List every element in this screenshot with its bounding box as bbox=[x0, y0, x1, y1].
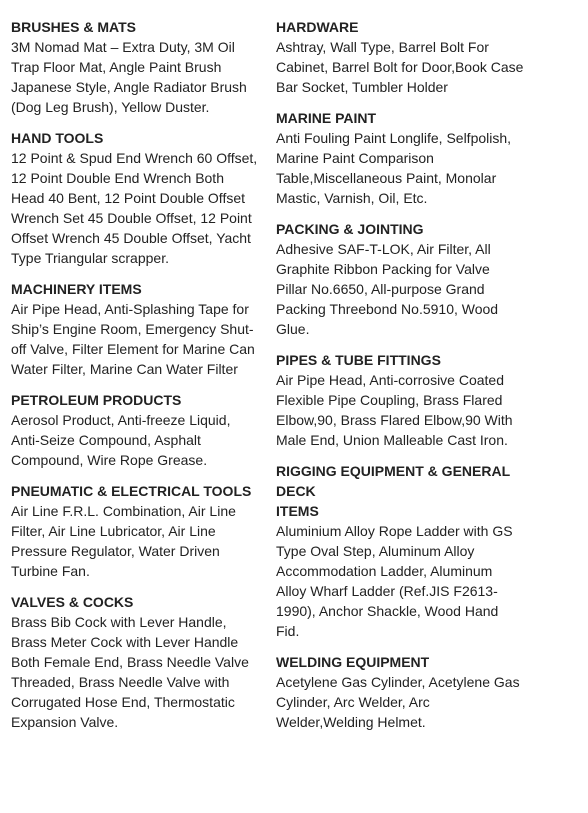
category-items: Acetylene Gas Cylinder, Acetylene Gas Cylinder, Arc Welder, Arc Welder,Welding Helmet. bbox=[276, 674, 520, 730]
category-rigging-equipment bbox=[276, 461, 524, 641]
category-items: Anti Fouling Paint Longlife, Selfpolish, Marine Paint Comparison Table,Miscellaneous Paint, Monolar Mastic, Varnish, Oil, Etc. bbox=[276, 130, 512, 206]
category-heading: HARDWARE bbox=[276, 19, 359, 35]
category-heading: HAND TOOLS bbox=[11, 130, 104, 146]
category-heading: BRUSHES & MATS bbox=[11, 19, 136, 35]
category-heading: WELDING EQUIPMENT bbox=[276, 654, 430, 670]
category-pneumatic-electrical-tools bbox=[11, 481, 259, 581]
left-column bbox=[11, 17, 259, 743]
category-heading: PNEUMATIC & ELECTRICAL TOOLS bbox=[11, 483, 252, 499]
category-valves-cocks bbox=[11, 592, 259, 732]
category-hand-tools bbox=[11, 128, 259, 268]
category-welding-equipment bbox=[276, 652, 524, 732]
category-items: Air Pipe Head, Anti-Splashing Tape for Ship’s Engine Room, Emergency Shut-off Valve, Filter Element for Marine Can Water Filter, Marine Can Water Filter bbox=[11, 301, 255, 377]
category-pipes-tube-fittings bbox=[276, 350, 524, 450]
category-heading: VALVES & COCKS bbox=[11, 594, 134, 610]
category-items: Ashtray, Wall Type, Barrel Bolt For Cabinet, Barrel Bolt for Door,Book Case Bar Socket, Tumbler Holder bbox=[276, 39, 524, 95]
category-items: Adhesive SAF-T-LOK, Air Filter, All Graphite Ribbon Packing for Valve Pillar No.6650, All-purpose Grand Packing Threebond No.5910, Wood Glue. bbox=[276, 241, 499, 337]
category-items: Aluminium Alloy Rope Ladder with GS Type Oval Step, Aluminum Alloy Accommodation Ladder, Aluminum Alloy Wharf Ladder (Ref.JIS F2613-1990), Anchor Shackle, Wood Hand Fid. bbox=[276, 523, 513, 639]
category-items: 3M Nomad Mat – Extra Duty, 3M Oil Trap Floor Mat, Angle Paint Brush Japanese Style, Angle Radiator Brush (Dog Leg Brush), Yellow Duster. bbox=[11, 39, 247, 115]
category-heading-continued: ITEMS bbox=[276, 503, 319, 519]
category-heading: PIPES & TUBE FITTINGS bbox=[276, 352, 441, 368]
category-items: Aerosol Product, Anti-freeze Liquid, Anti-Seize Compound, Asphalt Compound, Wire Rope Grease. bbox=[11, 412, 231, 468]
category-hardware bbox=[276, 17, 524, 97]
category-brushes-mats bbox=[11, 17, 259, 117]
category-marine-paint bbox=[276, 108, 524, 208]
category-items: Brass Bib Cock with Lever Handle, Brass Meter Cock with Lever Handle Both Female End, Brass Needle Valve Threaded, Brass Needle Valve with Corrugated Hose End, Thermostatic Expansion Valve. bbox=[11, 614, 249, 730]
category-heading: PETROLEUM PRODUCTS bbox=[11, 392, 182, 408]
category-heading: RIGGING EQUIPMENT & GENERAL DECK bbox=[276, 463, 510, 499]
category-items: 12 Point & Spud End Wrench 60 Offset, 12 Point Double End Wrench Both Head 40 Bent, 12 Point Double Offset Wrench Set 45 Double Offset, 12 Point Offset Wrench 45 Double Offset, Yacht Type Triangular scrapper. bbox=[11, 150, 258, 266]
category-heading: MACHINERY ITEMS bbox=[11, 281, 142, 297]
category-packing-jointing bbox=[276, 219, 524, 339]
category-items: Air Line F.R.L. Combination, Air Line Filter, Air Line Lubricator, Air Line Pressure Regulator, Water Driven Turbine Fan. bbox=[11, 503, 236, 579]
right-column bbox=[276, 17, 524, 743]
category-heading: MARINE PAINT bbox=[276, 110, 377, 126]
category-machinery-items bbox=[11, 279, 259, 379]
category-petroleum-products bbox=[11, 390, 259, 470]
category-items: Air Pipe Head, Anti-corrosive Coated Flexible Pipe Coupling, Brass Flared Elbow,90, Brass Flared Elbow,90 With Male End, Union Malleable Cast Iron. bbox=[276, 372, 513, 448]
category-heading: PACKING & JOINTING bbox=[276, 221, 424, 237]
